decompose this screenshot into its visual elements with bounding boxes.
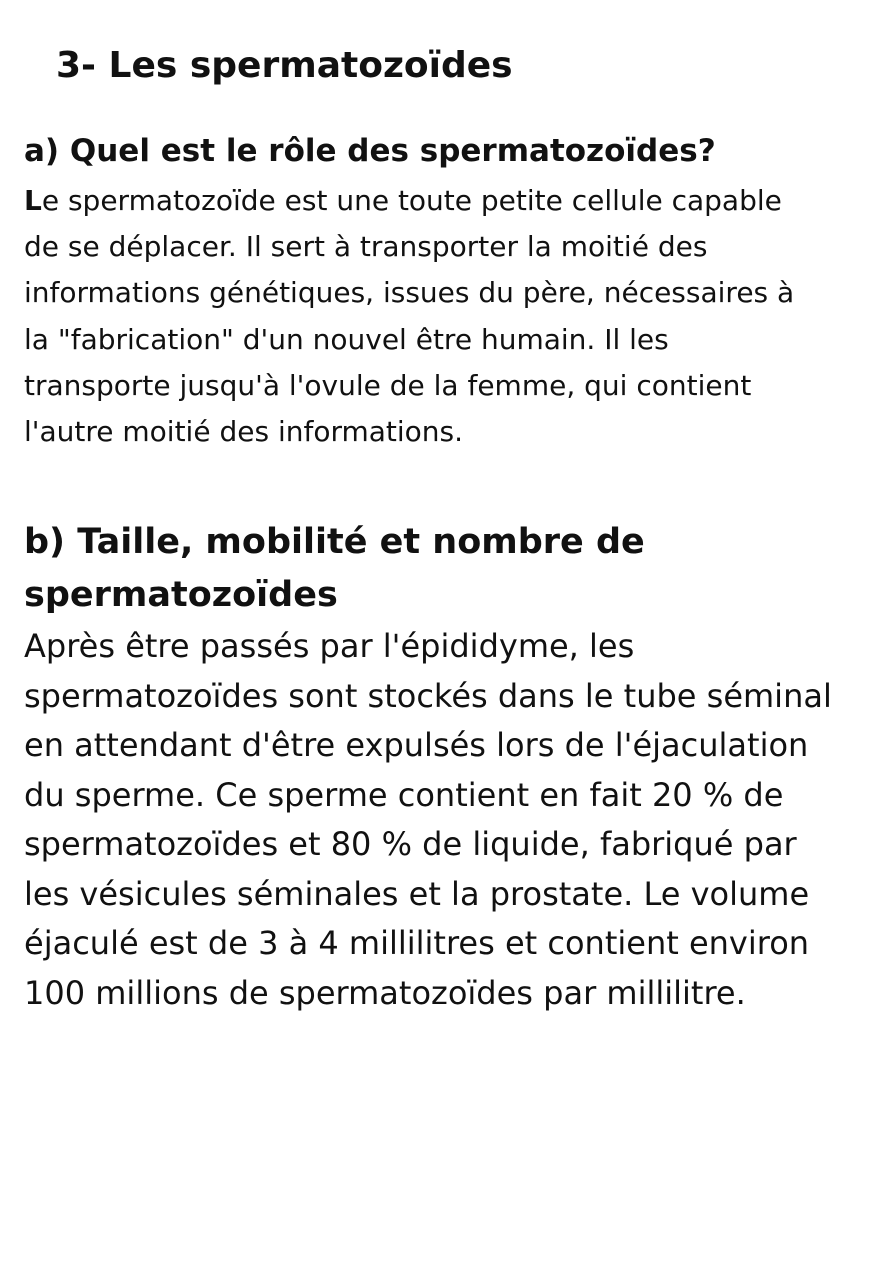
section-b-line: en attendant d'être expulsés lors de l'éjaculation: [24, 726, 809, 764]
section-b-line: spermatozoïdes et 80 % de liquide, fabriqué par: [24, 825, 797, 863]
main-title: 3- Les spermatozoïdes: [56, 45, 513, 86]
section-a-line: la "fabrication" d'un nouvel être humain. Il les: [24, 322, 669, 356]
section-a-body: [24, 178, 884, 455]
section-a-line: [24, 178, 884, 224]
dropcap: L: [24, 184, 42, 217]
section-a-title: a) Quel est le rôle des spermatozoïdes?: [24, 133, 716, 169]
section-b-line: Après être passés par l'épididyme, les: [24, 627, 635, 665]
section-b-title-line: spermatozoïdes: [24, 575, 338, 615]
section-b-line: les vésicules séminales et la prostate. Le volume: [24, 874, 810, 913]
section-b-title-line: b) Taille, mobilité et nombre de: [24, 522, 645, 562]
section-a-line: informations génétiques, issues du père, nécessaires à: [24, 276, 795, 310]
section-b-line: du sperme. Ce sperme contient en fait 20 % de: [24, 775, 784, 814]
section-a-line-text: e spermatozoïde est une toute petite cellule capable: [41, 184, 782, 217]
section-a-line: de se déplacer. Il sert à transporter la moitié des: [24, 230, 708, 264]
section-a-line: transporte jusqu'à l'ovule de la femme, qui contient: [24, 368, 752, 402]
section-b-line: spermatozoïdes sont stockés dans le tube séminal: [24, 676, 832, 715]
section-a-line: l'autre moitié des informations.: [24, 415, 464, 449]
section-b-line: éjaculé est de 3 à 4 millilitres et contient environ: [24, 924, 810, 962]
section-b-line: 100 millions de spermatozoïdes par millilitre.: [24, 973, 746, 1012]
section-b-body: [24, 622, 886, 1018]
section-b-title: [24, 516, 645, 622]
